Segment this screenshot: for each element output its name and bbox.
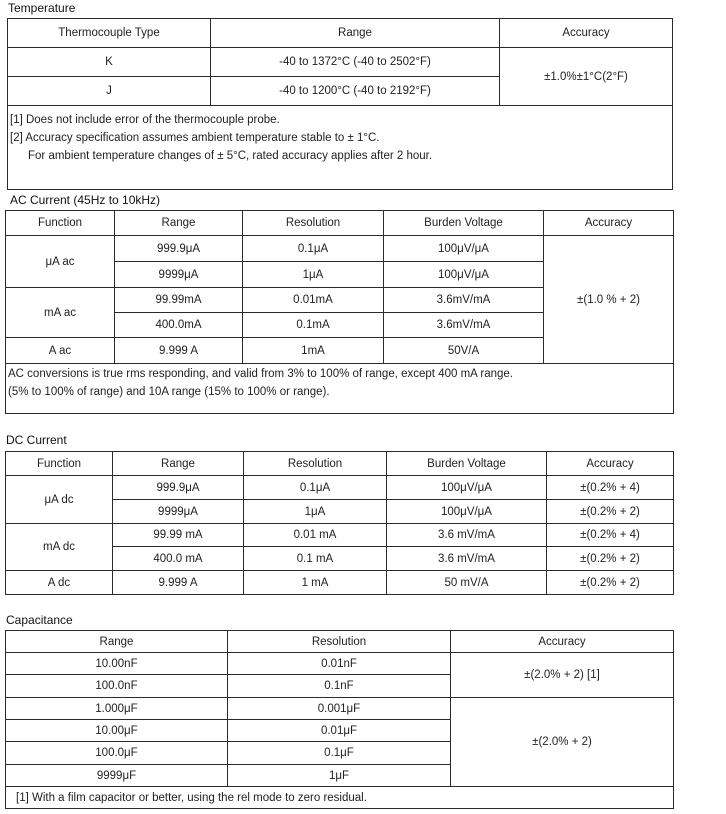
ac-current-table	[5, 210, 674, 414]
header-burden-voltage: Burden Voltage	[384, 211, 544, 236]
burden-voltage-cell: 3.6 mV/mA	[387, 524, 547, 547]
resolution-cell: 1 mA	[244, 571, 387, 595]
function-cell: A ac	[6, 338, 115, 364]
resolution-cell: 0.1μF	[228, 742, 451, 765]
temperature-notes	[8, 106, 673, 190]
resolution-cell: 0.1μA	[243, 236, 384, 262]
resolution-cell: 0.01mA	[243, 288, 384, 313]
header-function: Function	[6, 452, 113, 476]
accuracy-cell: ±(2.0% + 2)	[451, 698, 674, 787]
note-line: (5% to 100% of range) and 10A range (15% to 100% or range).	[8, 386, 330, 398]
resolution-cell: 0.001μF	[228, 698, 451, 720]
burden-voltage-cell: 3.6mV/mA	[384, 313, 544, 338]
ac-current-title: AC Current (45Hz to 10kHz)	[10, 193, 161, 207]
header-resolution: Resolution	[244, 452, 387, 476]
capacitance-table	[5, 630, 674, 809]
burden-voltage-cell: 50 mV/A	[387, 571, 547, 595]
resolution-cell: 0.1mA	[243, 313, 384, 338]
range-cell: 1.000μF	[6, 698, 228, 720]
ac-current-notes	[6, 364, 674, 414]
header-range: Range	[6, 631, 228, 653]
header-function: Function	[6, 211, 115, 236]
temperature-table	[7, 18, 673, 190]
resolution-cell: 0.01 mA	[244, 524, 387, 547]
range-cell: 9.999 A	[115, 338, 243, 364]
header-accuracy: Accuracy	[451, 631, 674, 653]
accuracy-cell: ±(0.2% + 2)	[547, 547, 674, 571]
range-cell: 999.9μA	[113, 476, 244, 500]
header-range: Range	[115, 211, 243, 236]
header-accuracy: Accuracy	[547, 452, 674, 476]
burden-voltage-cell: 3.6 mV/mA	[387, 547, 547, 571]
function-cell: mA ac	[6, 288, 115, 338]
burden-voltage-cell: 3.6mV/mA	[384, 288, 544, 313]
accuracy-cell: ±(1.0 % + 2)	[544, 236, 674, 364]
range-cell: 10.00μF	[6, 720, 228, 742]
range-cell: 99.99 mA	[113, 524, 244, 547]
range-cell: 999.9μA	[115, 236, 243, 262]
burden-voltage-cell: 50V/A	[384, 338, 544, 364]
accuracy-cell: ±(0.2% + 2)	[547, 571, 674, 595]
accuracy-cell: ±1.0%±1°C(2°F)	[500, 48, 673, 106]
accuracy-cell: ±(2.0% + 2) [1]	[451, 653, 674, 698]
dc-current-table	[5, 451, 674, 595]
resolution-cell: 1mA	[243, 338, 384, 364]
header-resolution: Resolution	[228, 631, 451, 653]
note-line: AC conversions is true rms responding, and valid from 3% to 100% of range, except 400 mA range.	[8, 368, 513, 380]
range-cell: 400.0 mA	[113, 547, 244, 571]
range-cell: 9999μA	[115, 262, 243, 288]
resolution-cell: 0.1μA	[244, 476, 387, 500]
range-cell: 9999μA	[113, 500, 244, 524]
header-resolution: Resolution	[243, 211, 384, 236]
range-cell: 9999μF	[6, 765, 228, 787]
resolution-cell: 1μA	[243, 262, 384, 288]
resolution-cell: 0.01μF	[228, 720, 451, 742]
header-range: Range	[113, 452, 244, 476]
note-line: [1] Does not include error of the thermocouple probe.	[10, 114, 280, 126]
header-range: Range	[211, 19, 500, 48]
thermocouple-type-cell: K	[8, 48, 211, 77]
resolution-cell: 1μA	[244, 500, 387, 524]
header-thermocouple-type: Thermocouple Type	[8, 19, 211, 48]
accuracy-cell: ±(0.2% + 4)	[547, 524, 674, 547]
function-cell: mA dc	[6, 524, 113, 571]
burden-voltage-cell: 100μV/μA	[384, 262, 544, 288]
range-cell: 100.0μF	[6, 742, 228, 765]
range-cell: 100.0nF	[6, 675, 228, 698]
resolution-cell: 0.1 mA	[244, 547, 387, 571]
range-cell: 10.00nF	[6, 653, 228, 675]
accuracy-cell: ±(0.2% + 4)	[547, 476, 674, 500]
range-cell: -40 to 1200°C (-40 to 2192°F)	[211, 77, 500, 106]
range-cell: -40 to 1372°C (-40 to 2502°F)	[211, 48, 500, 77]
function-cell: μA ac	[6, 236, 115, 288]
range-cell: 9.999 A	[113, 571, 244, 595]
header-burden-voltage: Burden Voltage	[387, 452, 547, 476]
range-cell: 400.0mA	[115, 313, 243, 338]
resolution-cell: 0.1nF	[228, 675, 451, 698]
function-cell: A dc	[6, 571, 113, 595]
thermocouple-type-cell: J	[8, 77, 211, 106]
header-accuracy: Accuracy	[544, 211, 674, 236]
temperature-title: Temperature	[8, 1, 76, 15]
function-cell: μA dc	[6, 476, 113, 524]
resolution-cell: 1μF	[228, 765, 451, 787]
burden-voltage-cell: 100μV/μA	[384, 236, 544, 262]
resolution-cell: 0.01nF	[228, 653, 451, 675]
header-accuracy: Accuracy	[500, 19, 673, 48]
note-line: [2] Accuracy specification assumes ambient temperature stable to ± 1°C.	[10, 132, 380, 144]
capacitance-note: [1] With a film capacitor or better, using the rel mode to zero residual.	[6, 787, 674, 809]
burden-voltage-cell: 100μV/μA	[387, 476, 547, 500]
accuracy-cell: ±(0.2% + 2)	[547, 500, 674, 524]
note-line: For ambient temperature changes of ± 5°C, rated accuracy applies after 2 hour.	[28, 150, 433, 162]
capacitance-title: Capacitance	[6, 613, 73, 627]
range-cell: 99.99mA	[115, 288, 243, 313]
dc-current-title: DC Current	[6, 433, 67, 447]
burden-voltage-cell: 100μV/μA	[387, 500, 547, 524]
